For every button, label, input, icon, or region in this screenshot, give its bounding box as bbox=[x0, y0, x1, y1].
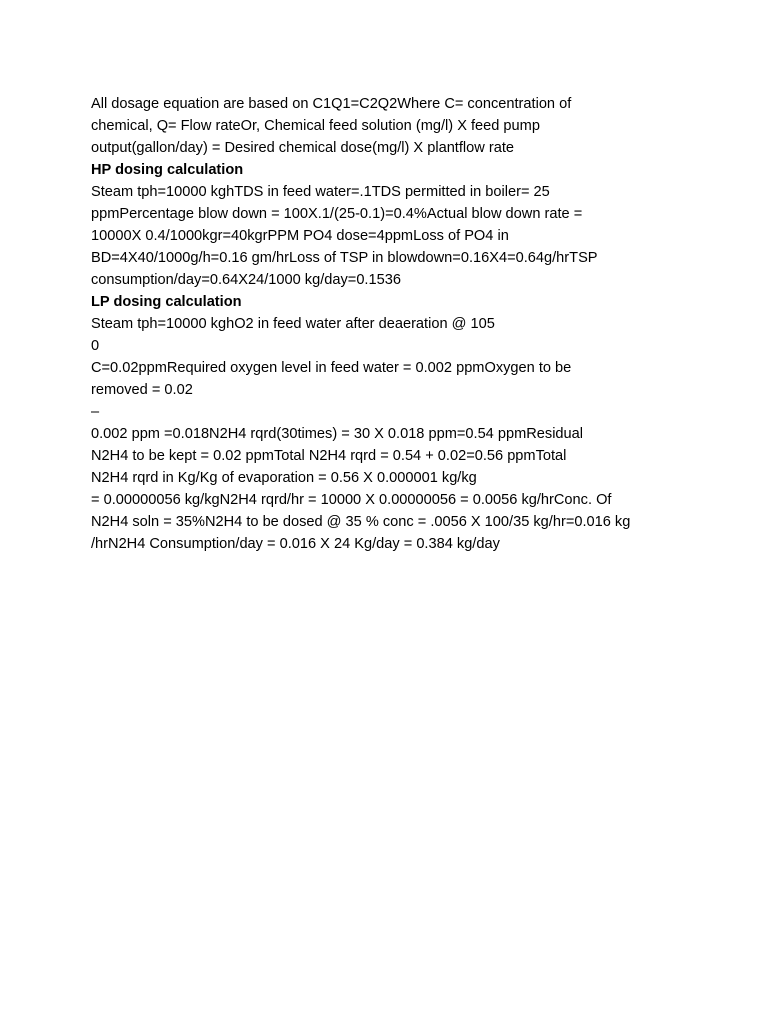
body-line: 0 bbox=[91, 338, 100, 354]
body-line: = 0.00000056 kg/kgN2H4 rqrd/hr = 10000 X 0.00000056 = 0.0056 kg/hrConc. Of bbox=[91, 492, 612, 508]
body-line: N2H4 to be kept = 0.02 ppmTotal N2H4 rqrd = 0.54 + 0.02=0.56 ppmTotal bbox=[91, 448, 567, 464]
section-heading-hp-dosing: HP dosing calculation bbox=[91, 162, 244, 178]
body-line: Steam tph=10000 kghO2 in feed water after deaeration @ 105 bbox=[91, 316, 495, 332]
body-line: 10000X 0.4/1000kgr=40kgrPPM PO4 dose=4ppmLoss of PO4 in bbox=[91, 228, 509, 244]
body-line: chemical, Q= Flow rateOr, Chemical feed solution (mg/l) X feed pump bbox=[91, 118, 540, 134]
body-line: N2H4 soln = 35%N2H4 to be dosed @ 35 % conc = .0056 X 100/35 kg/hr=0.016 kg bbox=[91, 514, 631, 530]
body-line: output(gallon/day) = Desired chemical dose(mg/l) X plantflow rate bbox=[91, 140, 515, 156]
body-line: All dosage equation are based on C1Q1=C2Q2Where C= concentration of bbox=[91, 96, 572, 112]
body-line: ppmPercentage blow down = 100X.1/(25-0.1)=0.4%Actual blow down rate = bbox=[91, 206, 583, 222]
body-line: C=0.02ppmRequired oxygen level in feed water = 0.002 ppmOxygen to be bbox=[91, 360, 572, 376]
body-line: BD=4X40/1000g/h=0.16 gm/hrLoss of TSP in blowdown=0.16X4=0.64g/hrTSP bbox=[91, 250, 598, 266]
body-line: /hrN2H4 Consumption/day = 0.016 X 24 Kg/day = 0.384 kg/day bbox=[91, 536, 500, 552]
body-line: Steam tph=10000 kghTDS in feed water=.1TDS permitted in boiler= 25 bbox=[91, 184, 550, 200]
body-line: removed = 0.02 bbox=[91, 382, 193, 398]
body-line: 0.002 ppm =0.018N2H4 rqrd(30times) = 30 X 0.018 ppm=0.54 ppmResidual bbox=[91, 426, 584, 442]
body-line: – bbox=[91, 404, 100, 420]
document-body bbox=[91, 93, 691, 555]
body-line: consumption/day=0.64X24/1000 kg/day=0.1536 bbox=[91, 272, 401, 288]
section-heading-lp-dosing: LP dosing calculation bbox=[91, 294, 242, 310]
body-line: N2H4 rqrd in Kg/Kg of evaporation = 0.56 X 0.000001 kg/kg bbox=[91, 470, 477, 486]
